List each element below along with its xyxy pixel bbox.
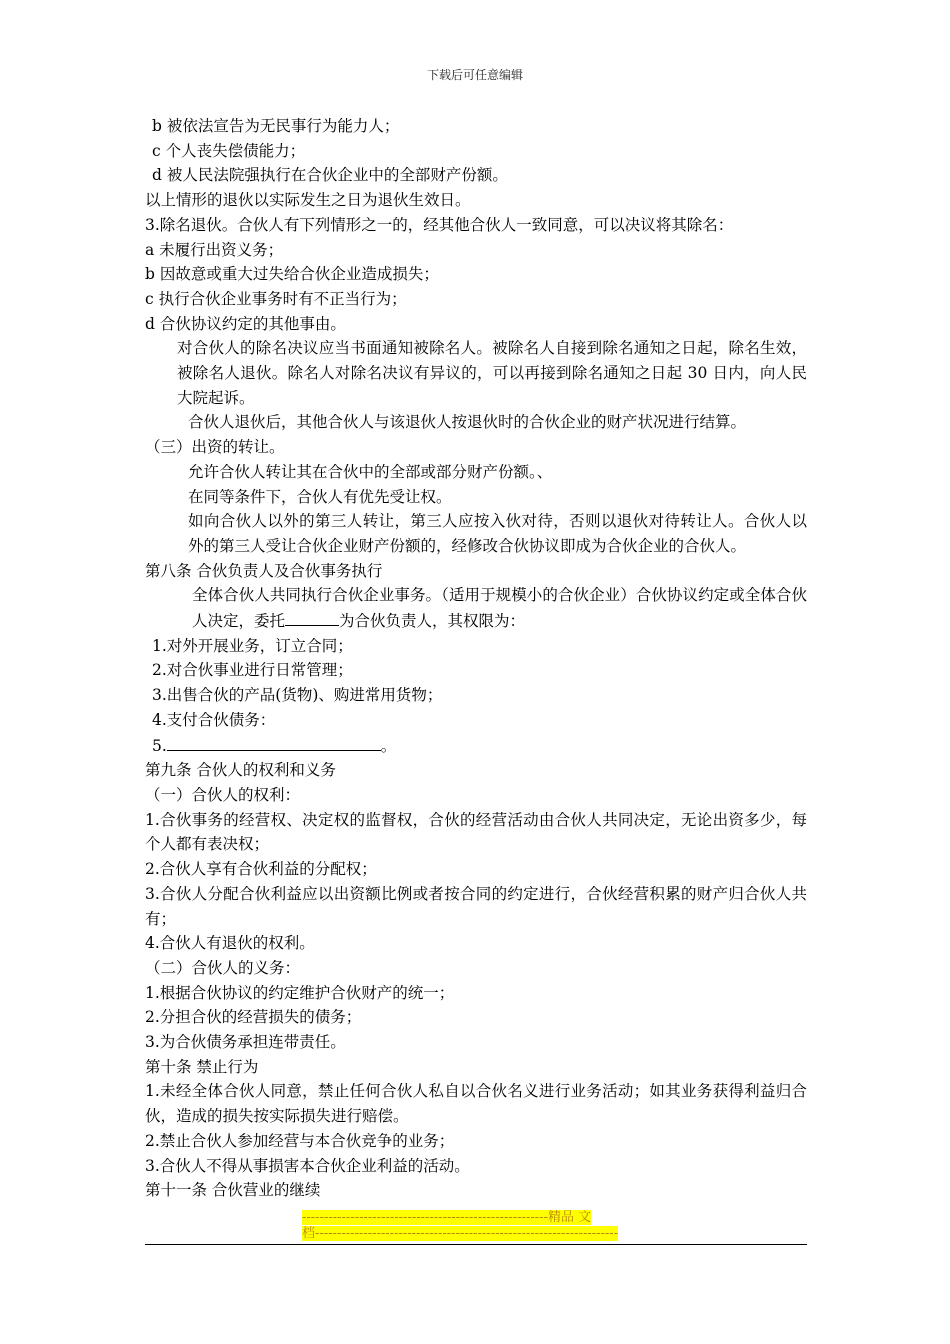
document-body <box>145 114 807 1203</box>
fill-blank-power-5[interactable] <box>167 733 381 751</box>
text-line: 第八条 合伙负责人及合伙事务执行 <box>145 561 383 580</box>
power-5-number: 5. <box>152 736 167 755</box>
power-item: 2.对合伙事业进行日常管理； <box>152 661 353 680</box>
withdrawal-section <box>145 114 807 583</box>
text-line: d 被人民法院强执行在合伙企业中的全部财产份额。 <box>152 166 508 185</box>
power-item: 3.出售合伙的产品(货物)、购进常用货物； <box>152 686 443 705</box>
text-line: b 因故意或重大过失给合伙企业造成损失； <box>145 265 439 284</box>
text-line: （一）合伙人的权利： <box>145 785 301 804</box>
fill-blank-responsible-person[interactable] <box>285 608 339 626</box>
text-line: 对合伙人的除名决议应当书面通知被除名人。被除名人自接到除名通知之日起，除名生效，被除名人退伙。除名人对除名决议有异议的，可以再接到除名通知之日起 30 日内，向人民大院起诉。 <box>177 339 807 407</box>
text-line: c 个人丧失偿债能力； <box>152 141 306 160</box>
text-line: 第十一条 合伙营业的继续 <box>145 1181 321 1200</box>
text-line: 1.合伙事务的经营权、决定权的监督权，合伙的经营活动由合伙人共同决定，无论出资多少，每个人都有表决权； <box>145 810 807 854</box>
footer-divider <box>145 1244 807 1245</box>
text-line: 2.合伙人享有合伙利益的分配权； <box>145 860 377 879</box>
text-line: 4.合伙人有退伙的权利。 <box>145 934 315 953</box>
text-line: 第十条 禁止行为 <box>145 1057 259 1076</box>
clause8-paragraph <box>145 583 807 633</box>
text-line: 在同等条件下，合伙人有优先受让权。 <box>188 487 452 506</box>
text-line: 合伙人退伙后，其他合伙人与该退伙人按退伙时的合伙企业的财产状况进行结算。 <box>188 413 747 432</box>
text-line: 1.根据合伙协议的约定维护合伙财产的统一； <box>145 983 455 1002</box>
text-line: c 执行合伙企业事务时有不正当行为； <box>145 289 407 308</box>
power-item: 4.支付合伙债务： <box>152 710 276 729</box>
text-line: （二）合伙人的义务： <box>145 958 301 977</box>
text-line: d 合伙协议约定的其他事由。 <box>145 314 346 333</box>
text-line: 3.除名退伙。合伙人有下列情形之一的，经其他合伙人一致同意，可以决议将其除名： <box>145 215 734 234</box>
footer-line-2: 档--------------------------------------------------------------------- <box>302 1226 619 1241</box>
text-line: 第九条 合伙人的权利和义务 <box>145 761 336 780</box>
powers-list <box>145 634 807 733</box>
text-line: 1.未经全体合伙人同意，禁止任何合伙人私自以合伙名义进行业务活动；如其业务获得利益归合伙，造成的损失按实际损失进行赔偿。 <box>145 1082 807 1126</box>
text-line: b 被依法宣告为无民事行为能力人； <box>152 117 400 135</box>
clause8-text-part1: 全体合伙人共同执行合伙企业事务。（适用于规模小的合伙企业）合伙协议约定或全体合伙人决定，委托 <box>192 586 807 631</box>
text-line: 2.禁止合伙人参加经营与本合伙竞争的业务； <box>145 1131 455 1150</box>
text-line: （三）出资的转让。 <box>145 438 285 457</box>
power-item-5 <box>145 733 807 759</box>
text-line: a 未履行出资义务； <box>145 240 284 259</box>
text-line: 3.合伙人分配合伙利益应以出资额比例或者按合同的约定进行，合伙经营积累的财产归合伙人共有； <box>145 884 807 928</box>
footer-watermark <box>302 1210 648 1242</box>
page-header: 下载后可任意编辑 <box>426 68 523 82</box>
footer-line-1: --------------------------------------------------------精品 文 <box>302 1210 592 1225</box>
power-5-end: 。 <box>380 736 397 755</box>
text-line: 2.分担合伙的经营损失的债务； <box>145 1008 362 1027</box>
text-line: 如向合伙人以外的第三人转让，第三人应按入伙对待，否则以退伙对待转让人。合伙人以外的第三人受让合伙企业财产份额的，经修改合伙协议即成为合伙企业的合伙人。 <box>188 512 807 555</box>
clause8-text-part2: 为合伙负责人，其权限为： <box>339 612 526 631</box>
rights-obligations-section <box>145 758 807 1203</box>
text-line: 允许合伙人转让其在合伙中的全部或部分财产份额。、 <box>188 462 553 481</box>
text-line: 3.合伙人不得从事损害本合伙企业利益的活动。 <box>145 1156 470 1175</box>
power-item: 1.对外开展业务，订立合同； <box>152 636 353 655</box>
text-line: 3.为合伙债务承担连带责任。 <box>145 1033 346 1052</box>
text-line: 以上情形的退伙以实际发生之日为退伙生效日。 <box>145 191 471 210</box>
